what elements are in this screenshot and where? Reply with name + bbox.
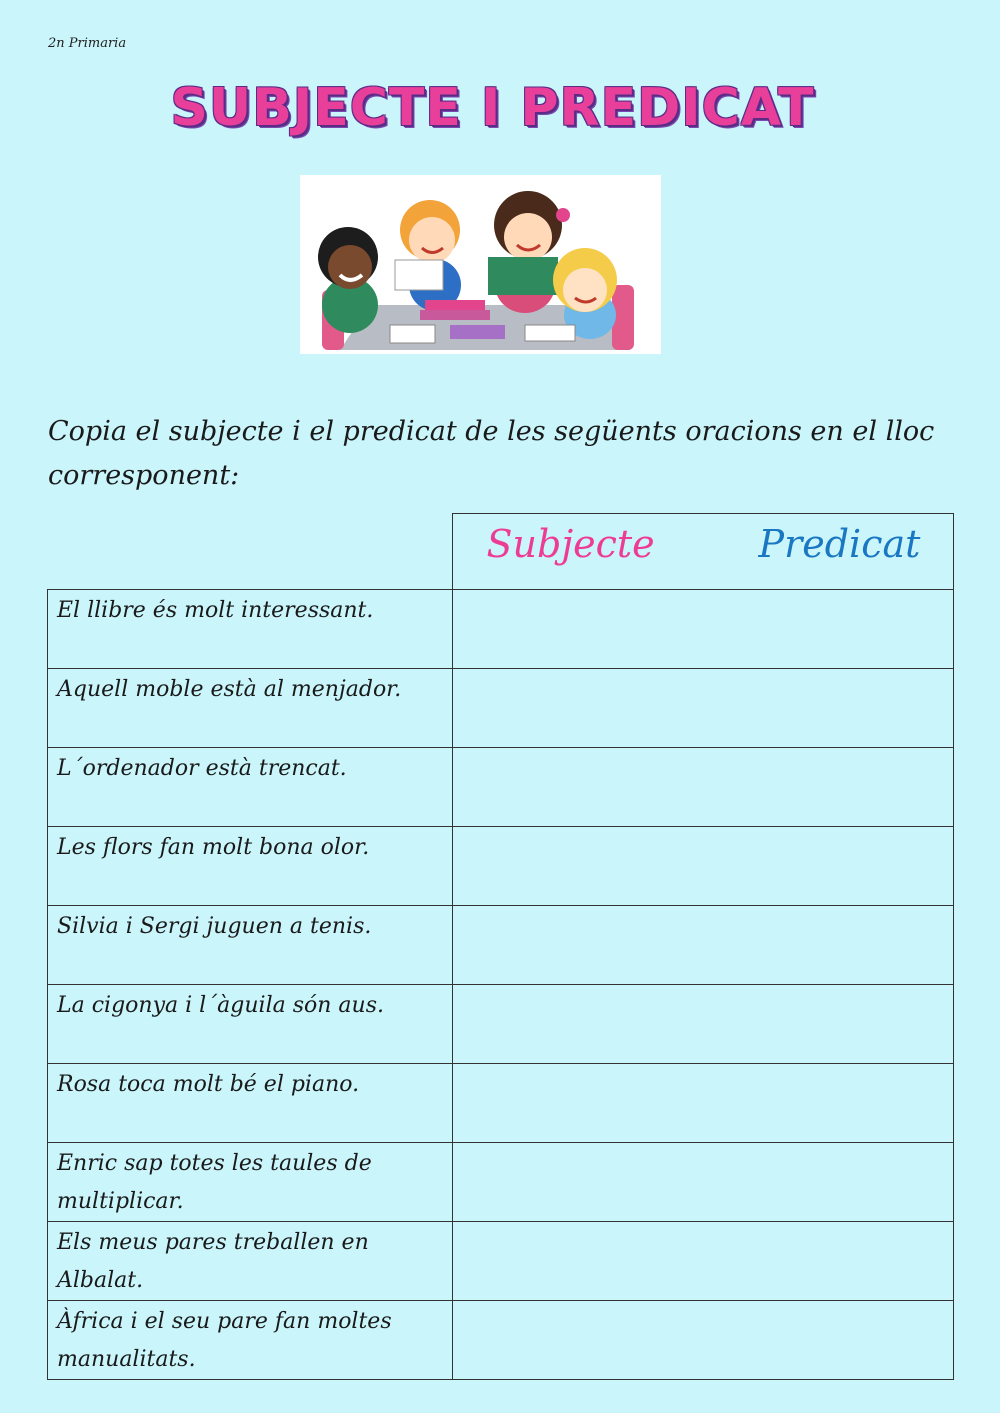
sentence-cell: Silvia i Sergi juguen a tenis. [48, 906, 453, 985]
sentence-cell: Aquell moble està al menjador. [48, 669, 453, 748]
page-title: SUBJECTE I PREDICAT [170, 78, 815, 138]
kids-reading-illustration [300, 175, 661, 354]
table-header-row [48, 514, 954, 590]
sentence-cell: Àfrica i el seu pare fan moltes manualitats. [48, 1301, 453, 1380]
predicate-header: Predicat [758, 522, 921, 566]
table-row [48, 985, 954, 1064]
answer-cell[interactable] [452, 1064, 954, 1143]
answer-cell[interactable] [452, 669, 954, 748]
table-row [48, 1143, 954, 1222]
sentence-cell: La cigonya i l´àguila són aus. [48, 985, 453, 1064]
answer-cell[interactable] [452, 1222, 954, 1301]
table-row [48, 669, 954, 748]
instruction-text: Copia el subjecte i el predicat de les següents oracions en el lloc corresponent: [48, 416, 935, 491]
answer-cell[interactable] [452, 906, 954, 985]
table-row [48, 1301, 954, 1380]
table-row [48, 590, 954, 669]
table-row [48, 748, 954, 827]
header-cell [452, 514, 954, 590]
kids-reading-icon [300, 175, 661, 354]
table-row [48, 1222, 954, 1301]
answer-cell[interactable] [452, 985, 954, 1064]
answer-cell[interactable] [452, 748, 954, 827]
sentence-cell: Les flors fan molt bona olor. [48, 827, 453, 906]
answer-cell[interactable] [452, 1301, 954, 1380]
answer-cell[interactable] [452, 1143, 954, 1222]
subject-header: Subjecte [486, 522, 655, 566]
sentence-cell: El llibre és molt interessant. [48, 590, 453, 669]
blank-corner-cell [48, 514, 453, 590]
sentence-cell: Enric sap totes les taules de multiplicar. [48, 1143, 453, 1222]
sentence-cell: L´ordenador està trencat. [48, 748, 453, 827]
sentence-cell: Rosa toca molt bé el piano. [48, 1064, 453, 1143]
answer-cell[interactable] [452, 590, 954, 669]
table-row [48, 827, 954, 906]
table-row [48, 1064, 954, 1143]
grade-label: 2n Primaria [48, 36, 127, 51]
worksheet-table [47, 513, 954, 1380]
sentence-cell: Els meus pares treballen en Albalat. [48, 1222, 453, 1301]
table-row [48, 906, 954, 985]
answer-cell[interactable] [452, 827, 954, 906]
